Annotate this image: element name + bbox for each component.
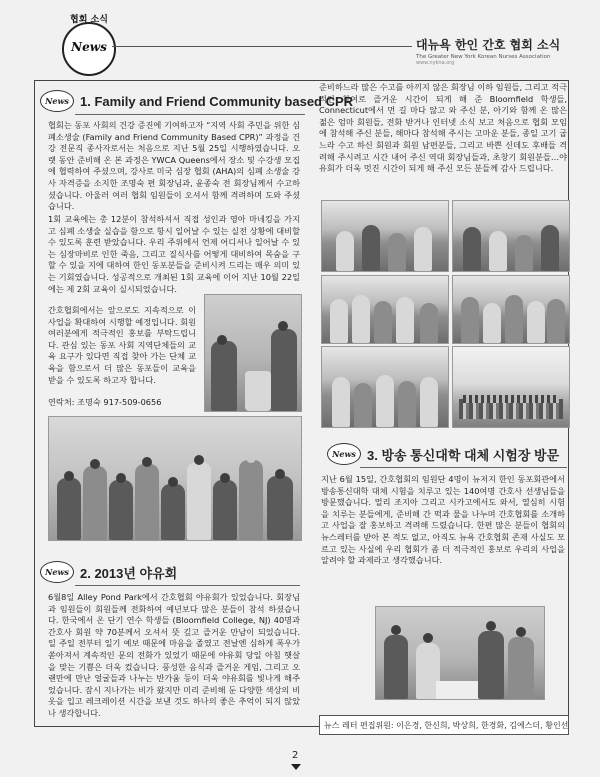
section2-news-badge: News (40, 561, 74, 583)
picnic-photo-4 (452, 275, 570, 344)
page-number: 2 (292, 750, 299, 761)
picnic-photo-1 (321, 200, 449, 272)
picnic-group-photo (452, 346, 570, 428)
section2-continued-paragraph: 준비하느라 많은 수고를 아끼지 않은 회장님 이하 임원들, 그리고 적극적인 참여로 즐거운 시간이 되게 해 준 Bloomfield 학생들, Connecticut에서 먼 길 마다 않고 와 주신 분, 아기와 함께 온 많은 젊은 엄마 회원들, 전화 받거나 인터넷 소식 보고 처음으로 협회 모임에 참석해 주신 분들, 해마다 참석해 주시는 고마운 분들, 종일 고기 굽느라 수고 하신 회원과 회원 남편분들, 그리고 바쁜 신데도 후배들 격려해 주시려고 시간 내어 주신 역대 회장님들과, 초창기 회원분들…야유회가 더욱 멋진 시간이 되게 해 주신 모든 분들께 감사 드립니다. (319, 82, 567, 174)
cpr-group-photo (48, 416, 302, 541)
section1-contact: 연락처: 조명숙 917-509-0656 (48, 397, 162, 407)
picnic-photo-3 (321, 275, 449, 344)
section3-paragraph-1: 지난 6월 15일, 간호협회의 임원단 4명이 뉴저지 한인 동포회관에서 방송통신대학 대체 시험을 치루고 있는 140여명 간호사 선생님들을 방문했습니다. 멀리 조지아 그리고 시카고에서도 와서, 열심히 시험을 치루는 분들에게, 준비해 간 떡과 물을 나누며 간호협회를 소개하고 사업을 잘 홍보하고 격려해 드렸습니다. 한편 많은 분들이 협회의 뉴스레터를 받아 본 적도 없고, 아직도 뉴욕 간호협회 존재 사실도 모르고 있는 사실에 우리 협회가 좀 더 적극적인 홍보로 우리의 사업을 알려야 할 과제라고 생각했습니다. (321, 474, 565, 566)
section2-header (40, 561, 177, 583)
picnic-photo-5 (321, 346, 449, 428)
section3-header (327, 443, 559, 465)
section1-news-badge: News (40, 90, 74, 112)
section3-rule (360, 467, 567, 468)
section1-title: 1. Family and Friend Community based CPR (80, 93, 354, 109)
section3-title: 3. 방송 통신대학 대체 시험장 방문 (367, 447, 560, 463)
page-marker-triangle (291, 764, 301, 770)
masthead-news-label: News (71, 40, 107, 54)
masthead-subtitle: The Greater New York Korean Nurses Association (416, 54, 551, 60)
section1-paragraph-1: 협회는 동포 사회의 건강 증진에 기여하고자 “지역 사회 주민을 위한 심폐소생술 (Family and Friend Community Based CPR)” 과정을 건강 전문직 종사자로서는 처음으로 지난 5월 25일 시행하였습니다. 오랫 동안 준비해 온 본 과정은 YWCA Queens에서 장소 및 수강생 모집에 협력하여 주셨으며, 강사로 미국 심장 협회 (AHA)의 심폐 소생술 강사 자격증을 소지한 조명숙 편 회장님과, 윤종숙 전 회장님께서 수고하셨습니다. 아울러 여러 협회 임원들이 오셔서 함께 격려하며 도와 주셨습니다. (48, 120, 300, 212)
masthead-rule (112, 46, 412, 47)
section1-rule (75, 114, 305, 115)
section1-header (40, 90, 353, 112)
editorial-committee-text: 뉴스 레터 편집위원: 이은경, 한신희, 박상희, 한경화, 김에스더, 황인선 (324, 720, 569, 730)
exam-site-visit-photo (375, 606, 545, 700)
editorial-committee-bar (319, 715, 569, 735)
section1-paragraph-3: 간호협회에서는 앞으로도 지속적으로 이 사업을 확대하여 시행할 예정입니다. 회원 여러분에게 적극적인 홍보를 부탁드립니다. 관심 있는 동포 사회 지역단체들의 교육 요구가 있다면 직접 찾아 가는 단체 교육을 함으로서 더 많은 동포들이 교육을 받을 수 있도록 하고자 합니다. (48, 305, 196, 385)
cpr-training-photo (204, 294, 302, 412)
masthead-badge (62, 15, 116, 76)
picnic-photo-2 (452, 200, 570, 272)
masthead-title: 대뉴욕 한인 간호 협회 소식 (416, 38, 561, 52)
masthead-badge-label: 협회 소식 (70, 15, 108, 25)
masthead-website: www.nykna.org (416, 60, 455, 66)
section1-paragraph-2: 1회 교육에는 총 12분이 참석하셔서 직접 성인과 영아 마네킹을 가지고 심폐 소생술 실습을 함으로 항시 일어날 수 있는 실전 상황에 대비할 수 있도록 훈련 받았습니다. 우리 주위에서 언제 어디서나 일어날 수 있는 심장마비로 인한 죽음, 그리고 질식사를 어떻게 대비하여 목숨을 구할 수 있을 지에 대하여 한인 동포분들을 준비시켜 드리는 매우 의미 있는 기회였습니다. 성공적으로 개최된 1회 교육에 이어 지난 10월 22일에는 제 2회 교육이 실시되었습니다. (48, 214, 300, 294)
section2-paragraph-1: 6월8일 Alley Pond Park에서 간호협회 야유회가 있었습니다. 회장님과 임원들이 회원들께 전화하여 예년보다 많은 분들이 참석 하셨습니다. 한국에서 온 단기 연수 학생들 (Bloomfield College, NJ) 40명과 간호사 회원 약 70분께서 오셔서 뜻 깊고 즐거운 만남이 되었습니다. 일 주일 전부터 일기 예보 때문에 마음을 졸였고 전날엔 심하게 폭우가 쏟아져서 계속적인 문의 전화가 있었기 때문에 야유회 당일 아침 햇살을 맞는 기쁨은 더욱 컸습니다. 풍성한 음식과 즐거운 게임, 그리고 오랜만에 만난 얼굴들과 나누는 반가움 등이 더욱 야유회를 빛나게 해주었습니다. 잠시 지나가는 비가 왔지만 미리 준비해 둔 다양한 색상의 비옷을 입고 레크레이션 시간을 보낸 것도 하나의 좋은 추억이 되지 않았나 생각합니다. (48, 592, 300, 718)
section3-news-badge: News (327, 443, 361, 465)
section2-title: 2. 2013년 야유회 (80, 565, 178, 581)
section2-rule (75, 585, 300, 586)
masthead-title-block (416, 36, 586, 66)
